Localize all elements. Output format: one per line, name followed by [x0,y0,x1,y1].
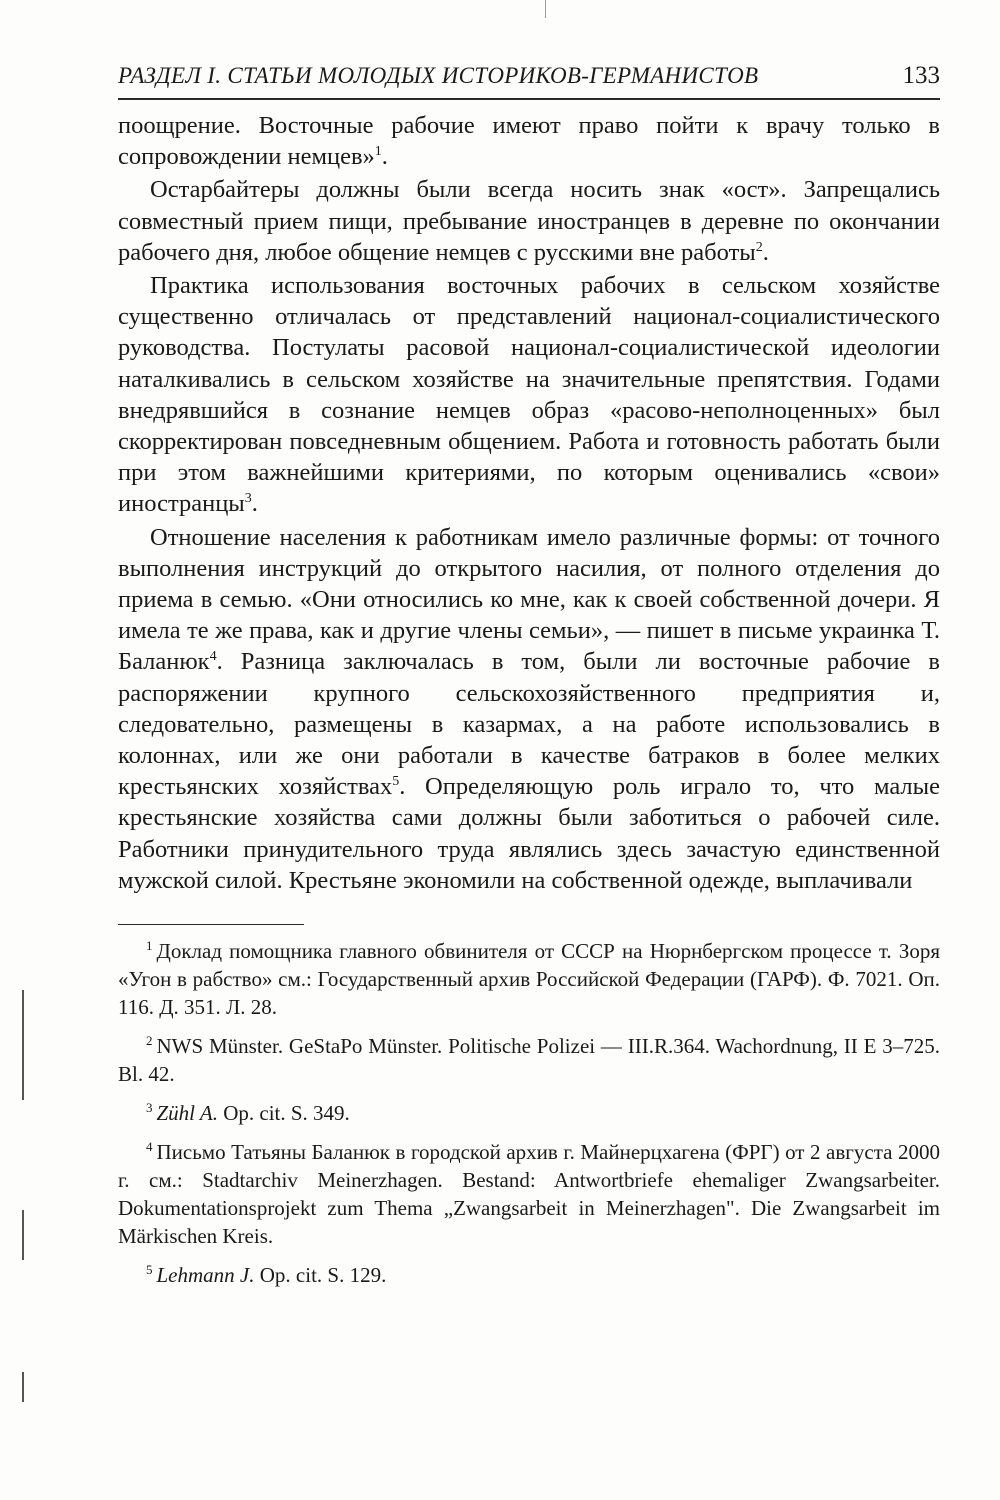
footnote-divider [118,924,304,925]
footnote-ref[interactable]: 1 [374,144,382,160]
body-text [118,110,940,896]
scan-gutter-line [22,990,24,1100]
running-head [118,62,940,100]
footnote-ref[interactable]: 4 [209,649,217,665]
book-page [118,62,940,1300]
footnote-number: 2 [146,1033,153,1049]
page-number: 133 [902,62,940,89]
footnote: $^1$ Доклад помощника главного обвинителя от СССР на Нюрнбергском процессе т. Зоря «Угон в рабство» см.: Государственный архив Российской Федерации (ГАРФ). Ф. 7021. Оп. 116. Д. 351. Л. 28. [118,938,940,1020]
footnote-number: 5 [146,1262,153,1278]
paragraph: Остарбайтеры должны были всегда носить знак «ост». Запрещались совместный прием пищи, пребывание иностранцев в деревне по окончании рабочего дня, любое общение немцев с русскими вне работы$^2$. [118,176,940,266]
footnote: $^3$ Zühl A. Op. cit. S. 349. [146,1100,350,1126]
footnotes [118,937,940,1289]
paragraph: Отношение населения к работникам имело различные формы: от точного выполнения инструкций до открытого насилия, от полного отделения до приема в семью. «Они относились ко мне, как к своей собственной дочери. Я имела те же права, как и другие члены семьи», — пишет в письме украинка Т. Баланюк$^4$. Разница заключалась в том, были ли восточные рабочие в распоряжении крупного сельскохозяйственного предприятия и, следовательно, размещены в казармах, а на работе использовались в колоннах, или же они работали в качестве батраков в более мелких крестьянских хозяйствах$^5$. Определяющую роль играло то, что малые крестьянские хозяйства сами должны были заботиться о рабочей силе. Работники принудительного труда являлись здесь зачастую единственной мужской силой. Крестьяне экономили на собственной одежде, выплачивали [118,523,940,894]
footnote: $^5$ Lehmann J. Op. cit. S. 129. [146,1262,387,1288]
footnote-author: Zühl A. [156,1101,218,1126]
footnote-number: 1 [146,938,153,954]
footnote-author: Lehmann J. [156,1263,255,1288]
footnote-number: 3 [146,1100,153,1116]
scan-gutter-line [22,1372,24,1402]
footnote: $^4$ Письмо Татьяны Баланюк в городской архив г. Майнерцхагена (ФРГ) от 2 августа 2000 г. см.: Stadtarchiv Meinerzhagen. Bestand: Antwortbriefe ehemaliger Zwangsarbeiter. Dokumentationsprojekt zum Thema „Zwangsarbeit in Meinerzhagen". Die Zwangsarbeit im Märkischen Kreis. [118,1139,940,1249]
footnote-ref[interactable]: 2 [755,239,763,255]
scan-edge-mark [545,0,546,18]
footnote-ref[interactable]: 3 [244,491,252,507]
section-title: РАЗДЕЛ I. СТАТЬИ МОЛОДЫХ ИСТОРИКОВ-ГЕРМАНИСТОВ [118,63,759,88]
scan-gutter-line [22,1210,24,1260]
paragraph: поощрение. Восточные рабочие имеют право пойти к врачу только в сопровождении немцев»$^1$. [118,112,940,171]
paragraph: Практика использования восточных рабочих в сельском хозяйстве существенно отличалась от представлений национал-социалистического руководства. Постулаты расовой национал-социалистической идеологии наталкивались в сельском хозяйстве на значительные препятствия. Годами внедрявшийся в сознание немцев образ «расово-неполноценных» был скорректирован повседневным общением. Работа и готовность работать были при этом важнейшими критериями, по которым оценивались «свои» иностранцы$^3$. [118,272,940,518]
footnote: $^2$ NWS Münster. GeStaPo Münster. Politische Polizei — III.R.364. Wachordnung, II E 3–725. Bl. 42. [118,1033,940,1087]
footnote-ref[interactable]: 5 [392,774,400,790]
footnote-number: 4 [146,1139,153,1155]
